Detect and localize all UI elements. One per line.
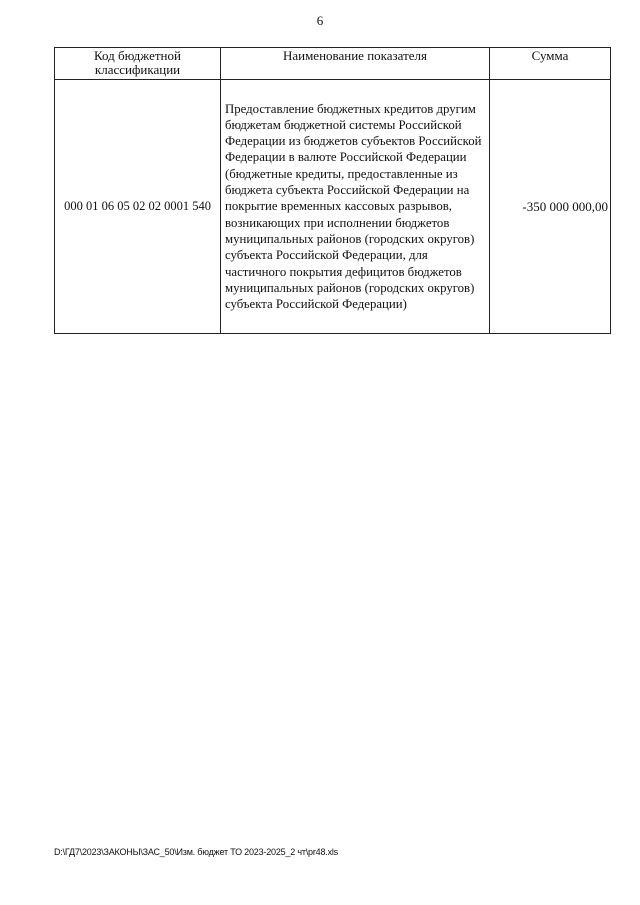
header-sum: Сумма bbox=[490, 48, 611, 80]
budget-table bbox=[54, 47, 611, 334]
cell-code: 000 01 06 05 02 02 0001 540 bbox=[55, 80, 221, 334]
table-row bbox=[55, 80, 611, 334]
header-code: Код бюджетной классификации bbox=[55, 48, 221, 80]
cell-sum: -350 000 000,00 bbox=[490, 80, 611, 334]
header-name: Наименование показателя bbox=[221, 48, 490, 80]
table-header-row bbox=[55, 48, 611, 80]
footer-file-path: D:\ГД7\2023\ЗАКОНЫ\ЗАС_50\Изм. бюджет ТО 2023-2025_2 чт\pr48.xls bbox=[54, 847, 338, 857]
cell-name: Предоставление бюджетных кредитов другим бюджетам бюджетной системы Российской Федерации из бюджетов субъектов Российской Федерации в валюте Российской Федерации (бюджетные кредиты, предоставленные из бюджета субъекта Российской Федерации на покрытие временных кассовых разрывов, возникающих при исполнении бюджетов муниципальных районов (городских округов) субъекта Российской Федерации, для частичного покрытия дефицитов бюджетов муниципальных районов (городских округов) субъекта Российской Федерации) bbox=[221, 80, 490, 334]
page-number: 6 bbox=[316, 13, 324, 28]
